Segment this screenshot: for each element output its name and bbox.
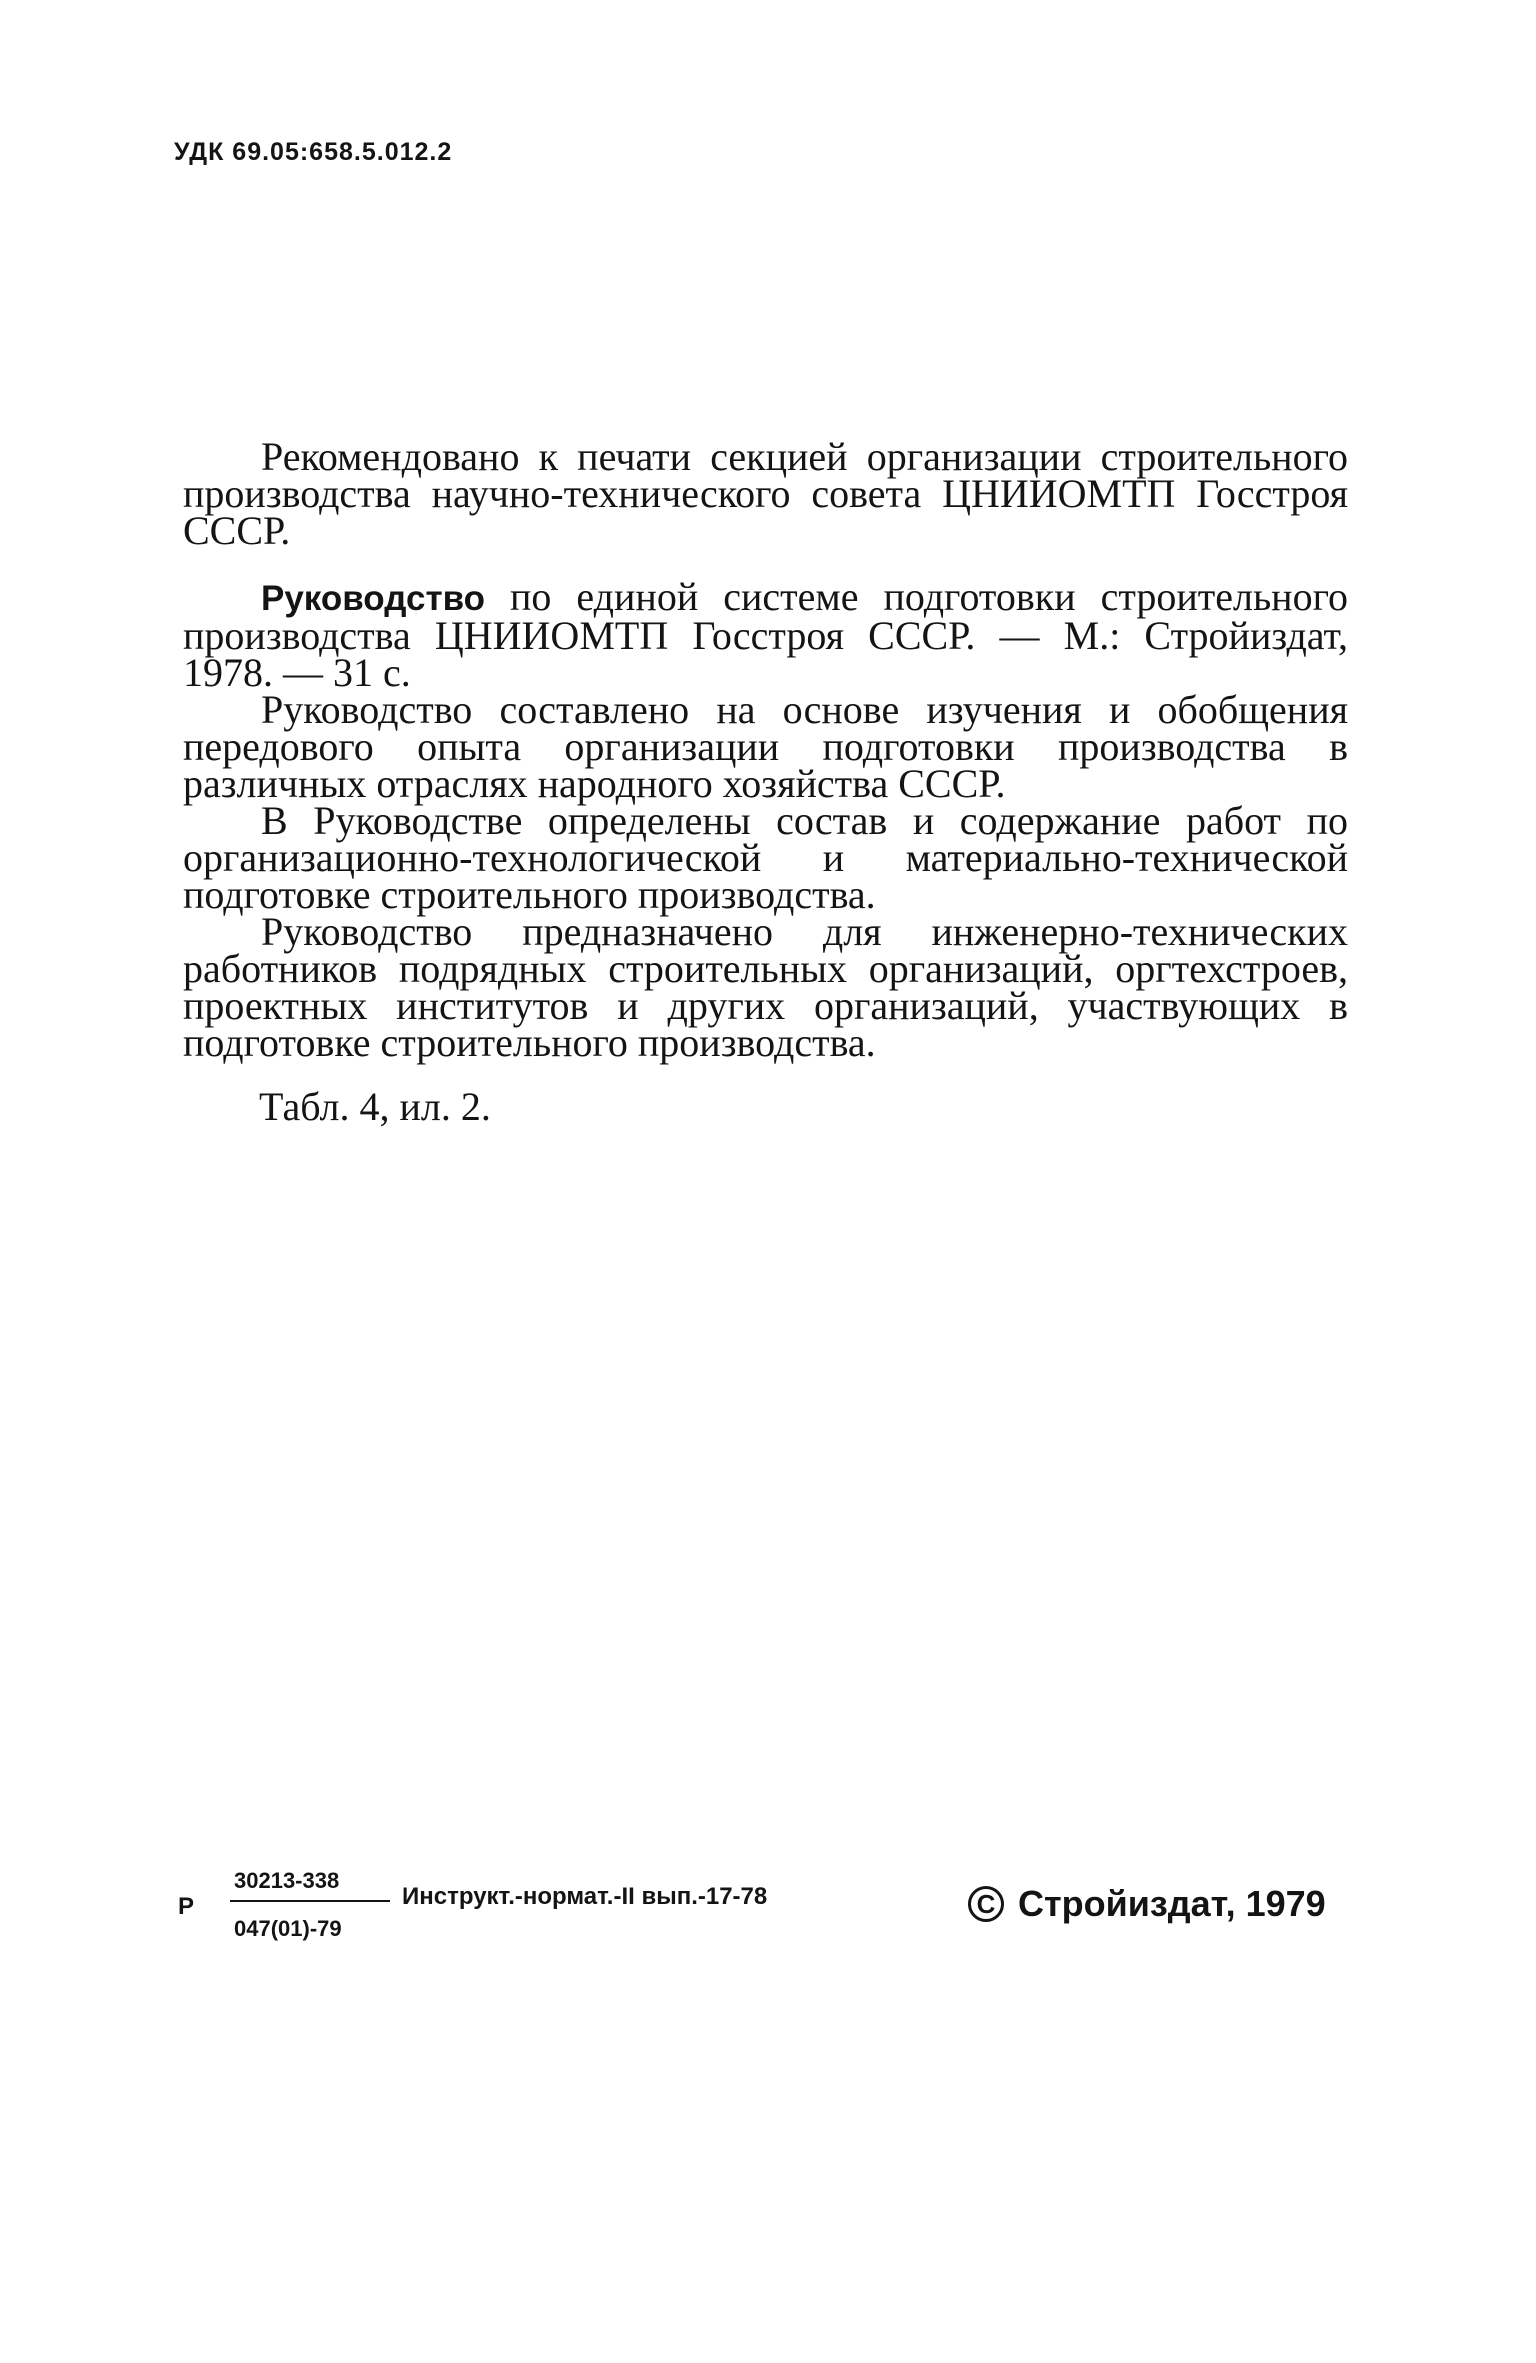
annotation-paragraph: Руководство предназначено для инженерно-технических работников подрядных строительных организаций, оргтехстроев, проектных институтов и других организаций, участвующих в подготовке строительного производства. (183, 909, 1348, 1065)
imprint-numerator: 30213-338 (234, 1868, 340, 1893)
tables-illustrations-note: Табл. 4, ил. 2. (259, 1084, 491, 1129)
imprint-letter: Р (178, 1893, 195, 1920)
udk-code: УДК 69.05:658.5.012.2 (174, 138, 453, 166)
copyright-icon: C (968, 1886, 1004, 1922)
bibliography-details: по единой системе подготовки строительного производства ЦНИИОМТП Госстроя СССР. — М.: Стройиздат, 1978. — 31 с. (183, 574, 1348, 695)
annotation-block (183, 574, 1348, 1065)
imprint-series: Инструкт.-нормат.-II вып.-17-78 (402, 1883, 768, 1910)
annotation-paragraph: В Руководстве определены состав и содержание работ по организационно-технологической и материально-технической подготовке строительного производства. (183, 798, 1348, 917)
imprint-denominator: 047(01)-79 (234, 1916, 342, 1941)
copyright-notice (968, 1883, 1326, 1925)
bibliographic-entry (183, 574, 1348, 695)
recommendation-text: Рекомендовано к печати секцией организации строительного производства научно-технического совета ЦНИИОМТП Госстроя СССР. (183, 434, 1348, 553)
copyright-text: Стройиздат, 1979 (1018, 1883, 1326, 1924)
annotation-paragraph: Руководство составлено на основе изучения и обобщения передового опыта организации подготовки производства в различных отраслях народного хозяйства СССР. (183, 687, 1348, 806)
bibliography-title: Руководство (261, 579, 486, 618)
recommendation-note (183, 434, 1348, 553)
imprint-index-fraction (230, 1868, 392, 1942)
